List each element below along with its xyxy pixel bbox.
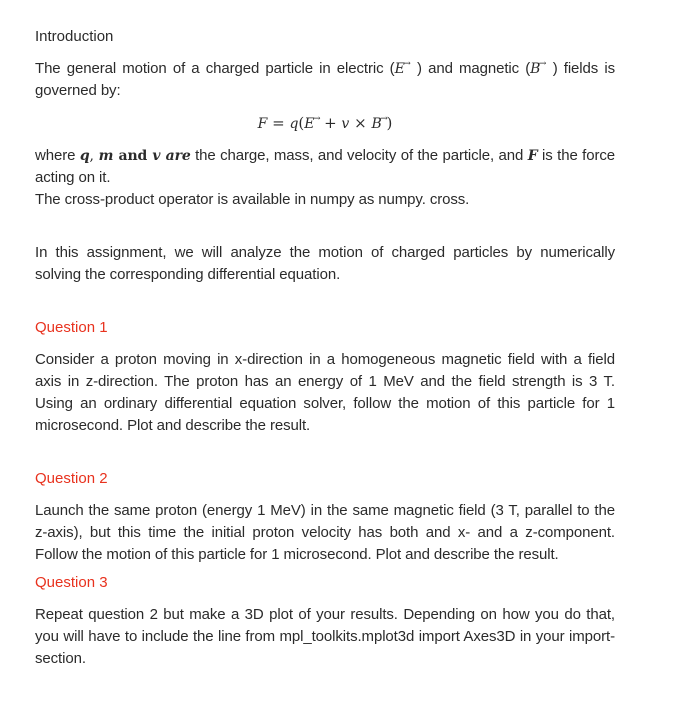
numpy-cross-note: The cross-product operator is available in numpy as numpy. cross. [35, 191, 470, 208]
question-2-title: Question 2 [35, 470, 108, 487]
assignment-paragraph: In this assignment, we will analyze the motion of charged particles by numerically solving the corresponding differential equation. [35, 244, 615, 283]
intro-paragraph: The general motion of a charged particle in electric (E → ) and magnetic (B → ) fields is governed by: [35, 58, 615, 102]
question-1-text: Consider a proton moving in x-direction in a homogeneous magnetic field with a field axis in z-direction. The proton has an energy of 1 MeV and the field strength is 3 T. Using an ordinary differential equation solver, follow the motion of this particle for 1 microsecond. Plot and describe the result. [35, 351, 615, 434]
vector-arrow-icon: → [538, 59, 547, 69]
question-3-title: Question 3 [35, 574, 108, 591]
vector-arrow-icon: → [380, 114, 388, 124]
question-1-title: Question 1 [35, 319, 108, 336]
electric-field-symbol: E → [395, 58, 405, 80]
question-3-text: Repeat question 2 but make a 3D plot of your results. Depending on how you do that, you will have to include the line from mpl_toolkits.mplot3d import Axes3D in your import-section. [35, 606, 615, 667]
lorentz-equation: F = q(E → + v × B → ) [35, 112, 615, 135]
question-2-text: Launch the same proton (energy 1 MeV) in the same magnetic field (3 T, parallel to the z-axis), but this time the initial proton velocity has both and x- and a z-component. Follow the motion of this particle for 1 microsecond. Plot and describe the result. [35, 502, 615, 563]
vector-arrow-icon: → [312, 114, 321, 124]
intro-heading: Introduction [35, 28, 114, 45]
vector-arrow-icon: → [403, 59, 411, 69]
document-body [35, 26, 615, 670]
variables-description: where q, m and v are the charge, mass, and velocity of the particle, and F is the force acting on it. [35, 147, 615, 186]
magnetic-field-symbol: B → [530, 58, 540, 80]
